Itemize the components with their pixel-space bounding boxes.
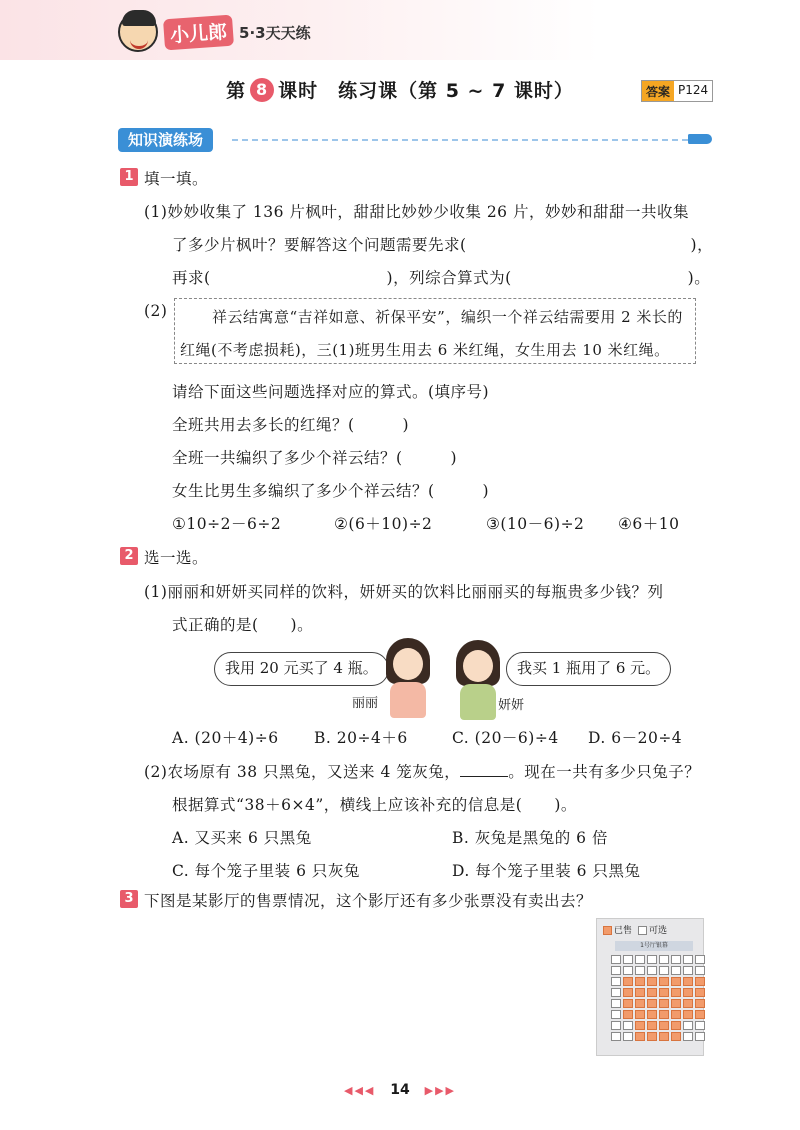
section-banner: 知识演练场	[118, 128, 213, 152]
page-number: 14	[390, 1082, 410, 1098]
q2-title: 选一选。	[144, 549, 209, 567]
q1-part2-question2: 全班一共编织了多少个祥云结？( )	[172, 449, 458, 467]
seat-available	[659, 955, 669, 964]
q2-part2-text-b: 。现在一共有多少只兔子？	[508, 763, 701, 781]
q1-part2-box-line2: 红绳(不考虑损耗)，三(1)班男生用去 6 米红绳，女生用去 10 米红绳。	[180, 341, 670, 359]
q1-part2-instruction: 请给下面这些问题选择对应的算式。(填序号)	[172, 383, 490, 401]
seat-available	[611, 955, 621, 964]
q1-formula-option-3: ③(10－6)÷2	[486, 515, 585, 533]
seat-sold	[683, 1010, 693, 1019]
seat-sold	[623, 999, 633, 1008]
seat-sold	[647, 1021, 657, 1030]
seat-available	[635, 966, 645, 975]
left-arrows-icon: ◀◀◀	[343, 1084, 376, 1097]
title-suffix: 课时 练习课（第 5 ~ 7 课时）	[278, 80, 574, 102]
name-label-yanyan: 妍妍	[498, 698, 525, 713]
answer-page: P124	[674, 81, 712, 101]
seat-sold	[671, 999, 681, 1008]
sold-checkbox-icon	[603, 926, 612, 935]
seat-sold	[695, 999, 705, 1008]
seat-available	[695, 966, 705, 975]
seat-sold	[635, 1010, 645, 1019]
seat-available	[611, 977, 621, 986]
speech-bubble-lili: 我用 20 元买了 4 瓶。	[214, 652, 389, 686]
series-name: 5·3天天练	[239, 23, 311, 42]
seat-available	[695, 1032, 705, 1041]
q2-part2-option-c: C. 每个笼子里装 6 只灰兔	[172, 862, 360, 880]
seat-sold	[659, 1010, 669, 1019]
q1-part2-box-line1: 祥云结寓意“吉祥如意、祈保平安”，编织一个祥云结需要用 2 米长的	[212, 308, 683, 326]
seat-sold	[695, 1010, 705, 1019]
lili-illustration	[378, 638, 438, 718]
seat-sold	[623, 988, 633, 997]
q1-formula-option-4: ④6＋10	[618, 515, 680, 533]
legend-available: 可选	[638, 923, 667, 936]
q2-part2-text-a: (2)农场原有 38 只黑兔，又送来 4 笼灰兔，	[144, 763, 461, 781]
seat-sold	[659, 1032, 669, 1041]
seat-sold	[683, 999, 693, 1008]
seat-sold	[623, 1010, 633, 1019]
q2-part2-option-b: B. 灰兔是黑兔的 6 倍	[452, 829, 608, 847]
seat-sold	[635, 988, 645, 997]
seat-legend	[603, 923, 667, 936]
q2-part1-option-c: C. (20－6)÷4	[452, 729, 559, 747]
seat-grid	[611, 955, 705, 1041]
seat-sold	[635, 999, 645, 1008]
q1-title: 填一填。	[144, 170, 209, 188]
q1-formula-option-2: ②(6＋10)÷2	[334, 515, 433, 533]
legend-sold: 已售	[603, 923, 632, 936]
hall-screen-label: 1号厅银幕	[615, 941, 693, 951]
fill-in-blank-line	[460, 763, 508, 777]
seat-available	[671, 955, 681, 964]
q2-part2-line1	[144, 760, 700, 782]
brand-name: 小儿郎	[163, 14, 234, 50]
seat-available	[611, 1010, 621, 1019]
section-divider	[232, 139, 688, 141]
seat-available	[611, 988, 621, 997]
seat-available	[611, 1032, 621, 1041]
name-label-lili: 丽丽	[352, 696, 379, 711]
seat-sold	[635, 1021, 645, 1030]
pencil-icon	[688, 134, 712, 144]
q1-part2-label: (2)	[144, 302, 168, 320]
answer-label: 答案	[642, 81, 674, 101]
seat-sold	[671, 1010, 681, 1019]
seat-available	[623, 966, 633, 975]
seat-available	[611, 966, 621, 975]
speech-bubble-yanyan: 我买 1 瓶用了 6 元。	[506, 652, 671, 686]
seat-available	[623, 955, 633, 964]
seat-available	[695, 1021, 705, 1030]
q2-part1-option-b: B. 20÷4＋6	[314, 729, 408, 747]
cinema-seat-map	[596, 918, 704, 1056]
right-arrows-icon: ▶▶▶	[424, 1084, 456, 1097]
boy-mascot-icon	[118, 12, 158, 52]
seat-sold	[659, 999, 669, 1008]
q1-part1-line1: (1)妙妙收集了 136 片枫叶，甜甜比妙妙少收集 26 片，妙妙和甜甜一共收集	[144, 203, 689, 221]
seat-available	[683, 1032, 693, 1041]
seat-sold	[671, 1021, 681, 1030]
seat-sold	[683, 977, 693, 986]
q2-part2-line2: 根据算式“38＋6×4”，横线上应该补充的信息是( )。	[172, 796, 577, 814]
seat-available	[683, 1021, 693, 1030]
page-footer	[0, 1082, 800, 1098]
seat-available	[659, 966, 669, 975]
q1-part2-question3: 女生比男生多编织了多少个祥云结？( )	[172, 482, 490, 500]
seat-sold	[695, 988, 705, 997]
seat-sold	[647, 999, 657, 1008]
q2-part1-option-d: D. 6－20÷4	[588, 729, 683, 747]
seat-available	[611, 999, 621, 1008]
seat-available	[623, 1032, 633, 1041]
title-prefix: 第	[226, 80, 247, 102]
question-number-1: 1	[120, 168, 138, 186]
seat-available	[647, 966, 657, 975]
available-checkbox-icon	[638, 926, 647, 935]
q2-part2-option-a: A. 又买来 6 只黑兔	[172, 829, 312, 847]
q2-part1-option-a: A. (20＋4)÷6	[172, 729, 279, 747]
brand-logo	[118, 10, 318, 54]
seat-sold	[683, 988, 693, 997]
q1-part1-line2: 了多少片枫叶？要解答这个问题需要先求( )，	[172, 236, 714, 254]
q2-part1-line1: (1)丽丽和妍妍买同样的饮料，妍妍买的饮料比丽丽买的每瓶贵多少钱？列	[144, 583, 664, 601]
seat-sold	[671, 988, 681, 997]
seat-available	[683, 955, 693, 964]
seat-available	[671, 966, 681, 975]
seat-sold	[647, 1032, 657, 1041]
seat-available	[683, 966, 693, 975]
q1-formula-option-1: ①10÷2－6÷2	[172, 515, 282, 533]
q3-text: 下图是某影厅的售票情况，这个影厅还有多少张票没有卖出去？	[144, 892, 593, 910]
answer-page-tag	[641, 80, 713, 102]
seat-available	[635, 955, 645, 964]
q1-part2-question1: 全班共用去多长的红绳？( )	[172, 416, 410, 434]
q2-part2-option-d: D. 每个笼子里装 6 只黑兔	[452, 862, 641, 880]
seat-sold	[695, 977, 705, 986]
seat-sold	[647, 988, 657, 997]
lesson-number-badge: 8	[250, 78, 274, 102]
seat-available	[611, 1021, 621, 1030]
question-number-2: 2	[120, 547, 138, 565]
seat-available	[623, 1021, 633, 1030]
seat-sold	[647, 1010, 657, 1019]
question-number-3: 3	[120, 890, 138, 908]
q1-part1-line3: 再求( )，列综合算式为( )。	[172, 269, 711, 287]
seat-sold	[671, 1032, 681, 1041]
seat-sold	[659, 988, 669, 997]
seat-sold	[659, 1021, 669, 1030]
q2-part1-line2: 式正确的是( )。	[172, 616, 314, 634]
seat-sold	[635, 1032, 645, 1041]
seat-sold	[659, 977, 669, 986]
seat-available	[695, 955, 705, 964]
seat-sold	[647, 977, 657, 986]
seat-sold	[671, 977, 681, 986]
seat-sold	[623, 977, 633, 986]
seat-available	[647, 955, 657, 964]
seat-sold	[635, 977, 645, 986]
